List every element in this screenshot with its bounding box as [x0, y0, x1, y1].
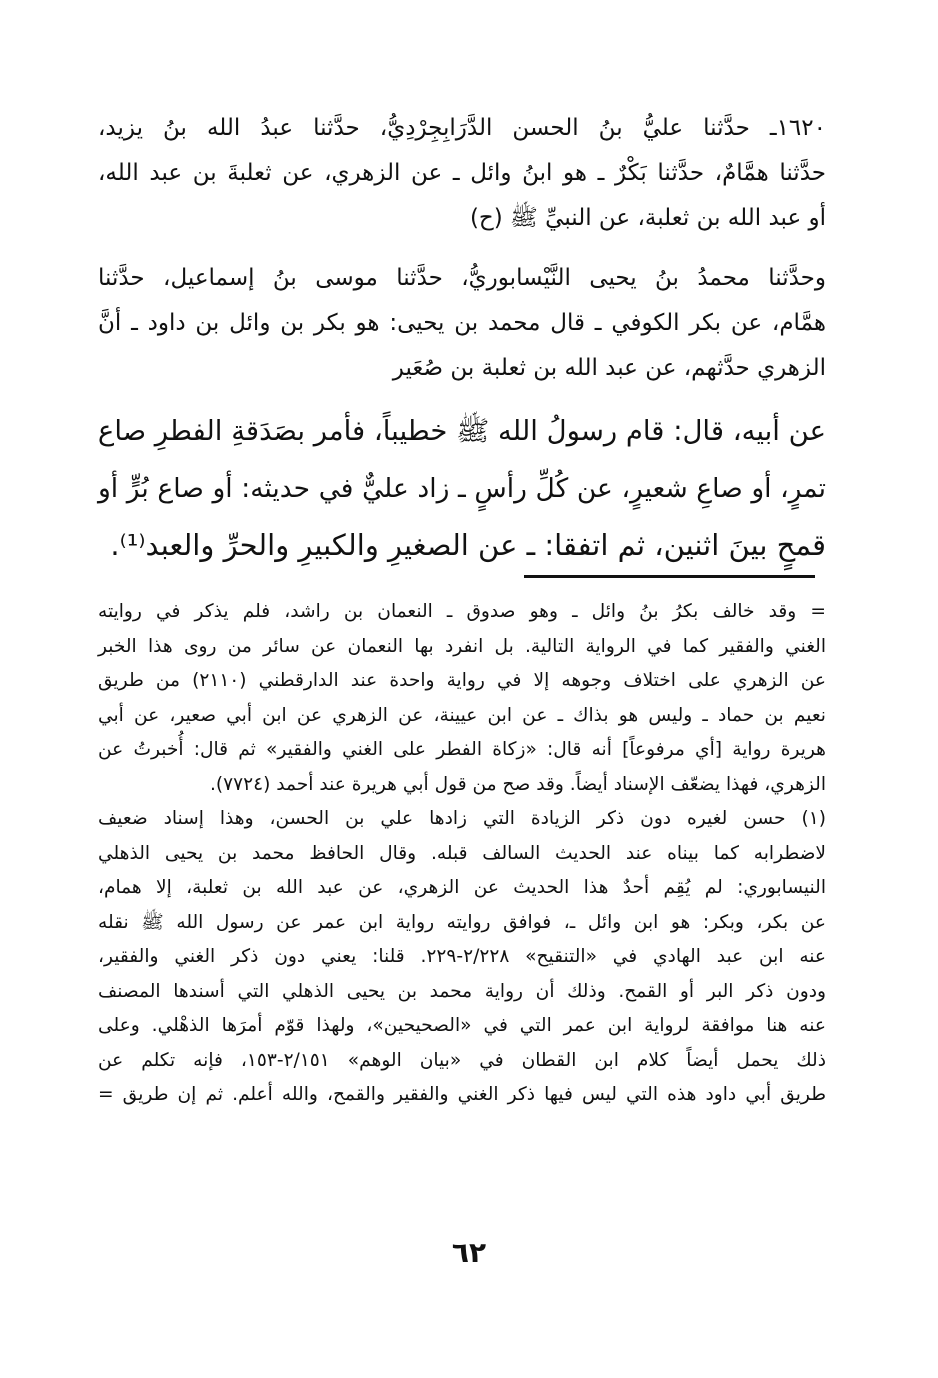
matn-line: تمرٍ، أو صاعِ شعيرٍ، عن كُلِّ رأسٍ ـ زاد عليٌّ في حديثه: أو صاع بُرٍّ أو: [98, 473, 826, 504]
page-number: ٦٢: [451, 1236, 487, 1269]
footnote-line: النيسابوري: لم يُقِم أحدٌ هذا الحديث عن الزهري، عن عبد الله بن ثعلبة، إلا همام،: [98, 877, 826, 898]
hadith-text: [98, 403, 826, 574]
footnote-line: طريق أبي داود هذه التي ليس فيها ذكر الغني والفقير والقمح، والله أعلم. ثم إن طريق =: [98, 1084, 826, 1105]
footnote-line: ودون ذكر البر أو القمح. وذلك أن رواية محمد بن يحيى الذهلي التي أسندها المصنف: [98, 980, 826, 1002]
footnote-line: عنه ابن عبد الهادي في «التنقيح» ٢/٢٢٨-٢٢٩. قلنا: يعني دون ذكر الغني والفقير،: [98, 946, 826, 967]
footnote-line: هريرة رواية [أي مرفوعاً] أنه قال: «زكاة الفطر على الغني والفقير» ثم قال: أُخبرتُ عن: [98, 739, 826, 760]
footnote-line: (١) حسن لغيره دون ذكر الزيادة التي زادها علي بن الحسن، وهذا إسناد ضعيف: [98, 808, 826, 829]
isnad-line: أو عبد الله بن ثعلبة، عن النبيِّ ﷺ (ح): [469, 205, 826, 231]
matn-line: عن أبيه، قال: قام رسولُ الله ﷺ خطيباً، فأمر بصَدَقةِ الفطرِ صاع: [97, 415, 826, 447]
footnote-line: الغني والفقير كما في الرواية التالية. بل انفرد بها النعمان عن سائر من روى هذا الخبر: [98, 635, 826, 657]
isnad-line: وحدَّثنا محمدُ بنُ يحيى النَّيْسابوريُّ، حدَّثنا موسى بنُ إسماعيل، حدَّثنا: [98, 265, 826, 291]
isnad-line: الزهري حدَّثهم، عن عبد الله بن ثعلبة بن صُعَير: [392, 355, 826, 381]
matn-line: قمحٍ بينَ اثنين، ثم اتفقا: ـ عن الصغيرِ والكبيرِ والحرِّ والعبد⁽¹⁾.: [110, 528, 826, 562]
footnote-line: عنه هنا موافقة لرواية ابن عمر التي في «الصحيحين»، ولهذا قوّم أمرَها الذهْلي. وعلى: [98, 1015, 826, 1036]
footnote-line: لاضطرابه كما بيناه عند الحديث السالف قبله. وقال الحافظ محمد بن يحيى الذهلي: [98, 842, 826, 864]
footnote-line: = وقد خالف بكرُ بنُ وائل ـ وهو صدوق ـ النعمان بن راشد، فلم يذكر في روايته: [98, 601, 826, 622]
footnotes: [98, 595, 826, 1113]
footnote-separator: [524, 575, 815, 578]
footnote-line: عن الزهري على اختلاف وجوهه إلا في رواية واحدة عند الدارقطني (٢١١٠) من طريق: [98, 670, 827, 691]
footnote-line: الزهري، فهذا يضعّف الإسناد أيضاً. وقد صح من قول أبي هريرة عند أحمد (٧٧٢٤).: [209, 773, 826, 795]
isnad-line: همَّام، عن بكر الكوفي ـ قال محمد بن يحيى: هو بكر بن وائل بن داود ـ أنَّ: [98, 310, 826, 336]
isnad-line: حدَّثنا همَّامٌ، حدَّثنا بَكْرٌ ـ هو ابنُ وائل ـ عن الزهري، عن ثعلبةَ بن عبد الله،: [98, 160, 826, 186]
isnad-first-chain: [98, 106, 826, 241]
isnad-second-chain: [98, 256, 826, 391]
footnote-line: نعيم بن حماد ـ وليس هو بذاك ـ عن ابن عيينة، عن الزهري عن ابن أبي صعير، عن أبي: [98, 704, 826, 726]
footnote-line: ذلك يحمل أيضاً كلام ابن القطان في «بيان الوهم» ٢/١٥١-١٥٣، فإنه تكلم عن: [98, 1049, 826, 1071]
isnad-line: ١٦٢٠ـ حدَّثنا عليُّ بنُ الحسن الدَّرَابِجِرْدِيُّ، حدَّثنا عبدُ الله بنُ يزيد،: [98, 115, 826, 141]
footnote-line: عن بكر، وبكر: هو ابن وائل ـ، فوافق روايته رواية ابن عمر عن رسول الله ﷺ نقله: [98, 911, 826, 933]
